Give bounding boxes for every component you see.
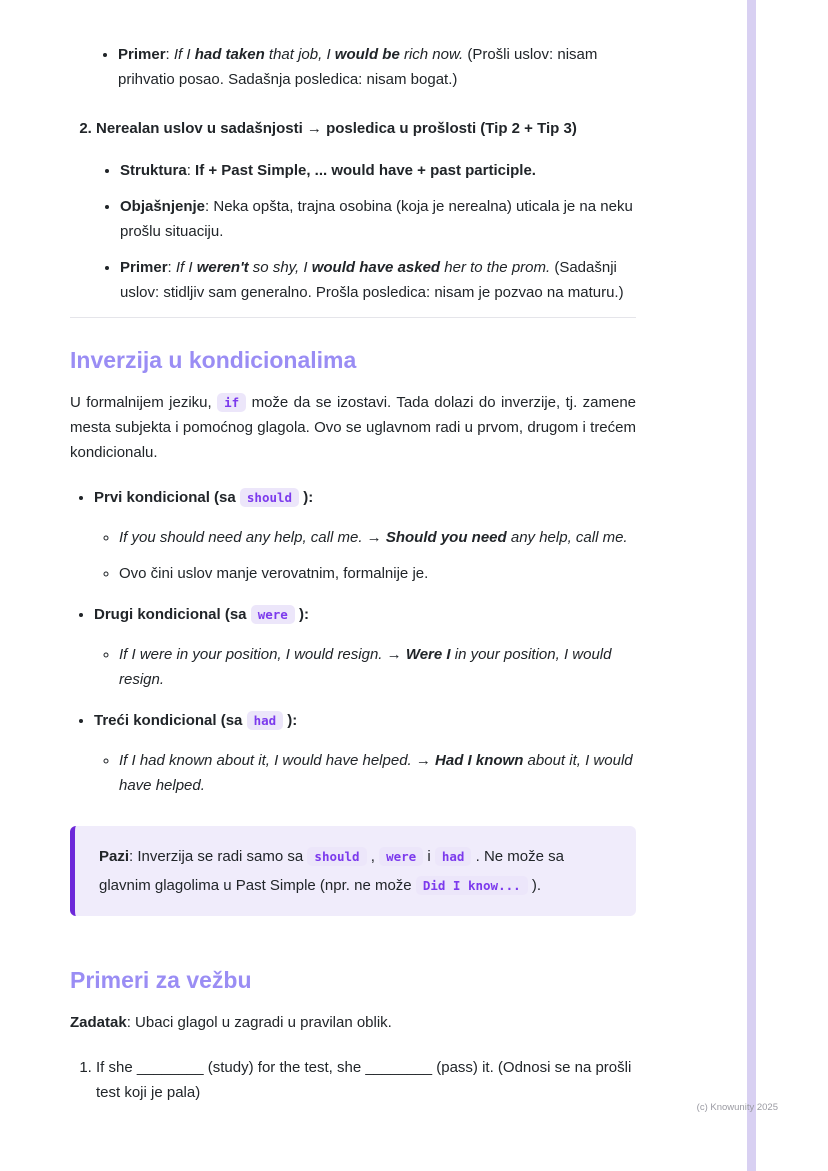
text-segment: If I (175, 259, 197, 276)
text-segment: , (366, 848, 380, 865)
list-item (119, 642, 636, 692)
text-segment: that job, I (264, 46, 335, 63)
code-chip: were (379, 847, 423, 866)
text-segment: Objašnjenje (120, 198, 206, 215)
text-segment: Primer (120, 259, 168, 276)
text-segment: Were I (405, 646, 451, 663)
text-segment: → (362, 529, 386, 546)
tip1-example-list (70, 42, 636, 92)
code-chip: Did I know... (416, 876, 528, 895)
code-chip: should (240, 488, 299, 507)
footer-copyright: (c) Knowunity 2025 (696, 1102, 778, 1113)
rich-text (96, 120, 577, 137)
text-segment: about it, I would have helped. (119, 752, 633, 794)
rich-text (96, 1059, 631, 1101)
text-segment: ). (527, 877, 542, 894)
code-chip: should (307, 847, 366, 866)
list-item (120, 194, 636, 244)
text-segment: (Sadašnji uslov: stidljiv sam generalno. Prošla posledica: nisam je pozvao na maturu.) (120, 259, 624, 301)
text-segment: Pazi (99, 848, 130, 865)
text-segment: Ovo čini uslov manje verovatnim, formalnije je. (119, 565, 429, 582)
text-segment: weren't (196, 259, 249, 276)
text-segment: : Neka opšta, trajna osobina (koja je nerealna) uticala je na neku prošlu situaciju. (120, 198, 633, 240)
text-segment: Struktura (120, 162, 187, 179)
text-segment: would have asked (311, 259, 441, 276)
text-segment: would be (334, 46, 400, 63)
text-segment: If I were in your position, I would resign. (119, 646, 383, 663)
text-segment: : (167, 259, 176, 276)
list-item (118, 42, 636, 92)
rich-text (119, 646, 611, 688)
text-segment: može da se izostavi. Tada dolazi do inverzije, tj. zamene mesta subjekta i pomoćnog glagola. Ovo se uglavnom radi u prvom, drugom i trećem kondicionalu. (70, 394, 637, 461)
zadatak-paragraph (70, 1010, 636, 1035)
text-segment: rich now. (399, 46, 464, 63)
text-segment: : Ubaci glagol u zagradi u pravilan oblik. (126, 1014, 392, 1031)
text-segment: → (411, 752, 436, 769)
text-segment: Prvi kondicional (sa (94, 489, 240, 506)
text-segment: If I (173, 46, 195, 63)
rich-text (120, 198, 633, 240)
list-item (119, 748, 636, 798)
practice-list (70, 1055, 636, 1105)
text-segment: Nerealan uslov u sadašnjosti → posledica u prošlosti (Tip 2 + Tip 3) (96, 120, 577, 137)
rich-text (120, 162, 536, 179)
text-segment: : Inverzija se radi samo sa (129, 848, 308, 865)
text-segment: ): (294, 606, 309, 623)
text-segment: Had I known (435, 752, 524, 769)
list-item (120, 255, 636, 305)
inversion-sublist-treci (94, 748, 636, 798)
text-segment: ): (283, 712, 298, 729)
text-segment: → (382, 646, 406, 663)
list-item (94, 708, 636, 798)
inverzija-intro-paragraph (70, 390, 636, 465)
list-item (96, 1055, 636, 1105)
text-segment: Zadatak (70, 1014, 127, 1031)
text-segment: Drugi kondicional (sa (94, 606, 251, 623)
text-segment: i (423, 848, 435, 865)
text-segment: Treći kondicional (sa (94, 712, 247, 729)
text-segment: If + Past Simple, ... would have + past participle. (195, 162, 536, 179)
text-segment: : (186, 162, 196, 179)
text-segment: Primer (118, 46, 166, 63)
list-item (119, 561, 636, 586)
tip23-details-list (96, 158, 636, 305)
text-segment: : (165, 46, 174, 63)
code-chip: were (251, 605, 295, 624)
code-chip: had (247, 711, 284, 730)
list-item (94, 485, 636, 586)
list-item (96, 116, 636, 305)
text-segment: If I had known about it, I would have helped. (119, 752, 412, 769)
list-item (120, 158, 636, 183)
text-segment: Should you need (385, 529, 507, 546)
rich-text (94, 489, 313, 506)
callout-pazi (70, 826, 636, 916)
rich-text (120, 259, 624, 301)
text-segment: U formalnijem jeziku, (70, 394, 218, 411)
conditional-types-list (70, 116, 636, 305)
text-segment: ): (299, 489, 314, 506)
page-edge-strip (747, 0, 756, 1171)
rich-text (118, 46, 597, 88)
rich-text (94, 712, 297, 729)
text-segment: so shy, I (248, 259, 312, 276)
inversion-sublist-prvi (94, 525, 636, 586)
inversion-sublist-drugi (94, 642, 636, 692)
text-segment: If she ________ (study) for the test, she ________ (pass) it. (Odnosi se na prošli test koji je pala) (96, 1059, 632, 1101)
document-content (70, 0, 636, 1105)
heading-inverzija: Inverzija u kondicionalima (70, 347, 357, 373)
text-segment: . Ne može sa glavnim glagolima u Past Simple (npr. ne može (99, 848, 564, 894)
rich-text (119, 752, 633, 794)
code-chip: had (435, 847, 472, 866)
inversion-list (70, 485, 636, 798)
text-segment: had taken (194, 46, 265, 63)
heading-primeri: Primeri za vežbu (70, 967, 252, 993)
list-item (94, 602, 636, 692)
rich-text (94, 606, 309, 623)
text-segment: any help, call me. (506, 529, 628, 546)
section-divider (70, 317, 636, 318)
text-segment: (Prošli uslov: nisam prihvatio posao. Sadašnja posledica: nisam bogat.) (118, 46, 598, 88)
text-segment: If you should need any help, call me. (119, 529, 363, 546)
text-segment: her to the prom. (440, 259, 551, 276)
callout-text (99, 842, 612, 900)
rich-text (119, 565, 428, 582)
text-segment: in your position, I would resign. (119, 646, 612, 688)
list-item (119, 525, 636, 550)
code-chip: if (217, 393, 246, 412)
rich-text (119, 529, 628, 546)
